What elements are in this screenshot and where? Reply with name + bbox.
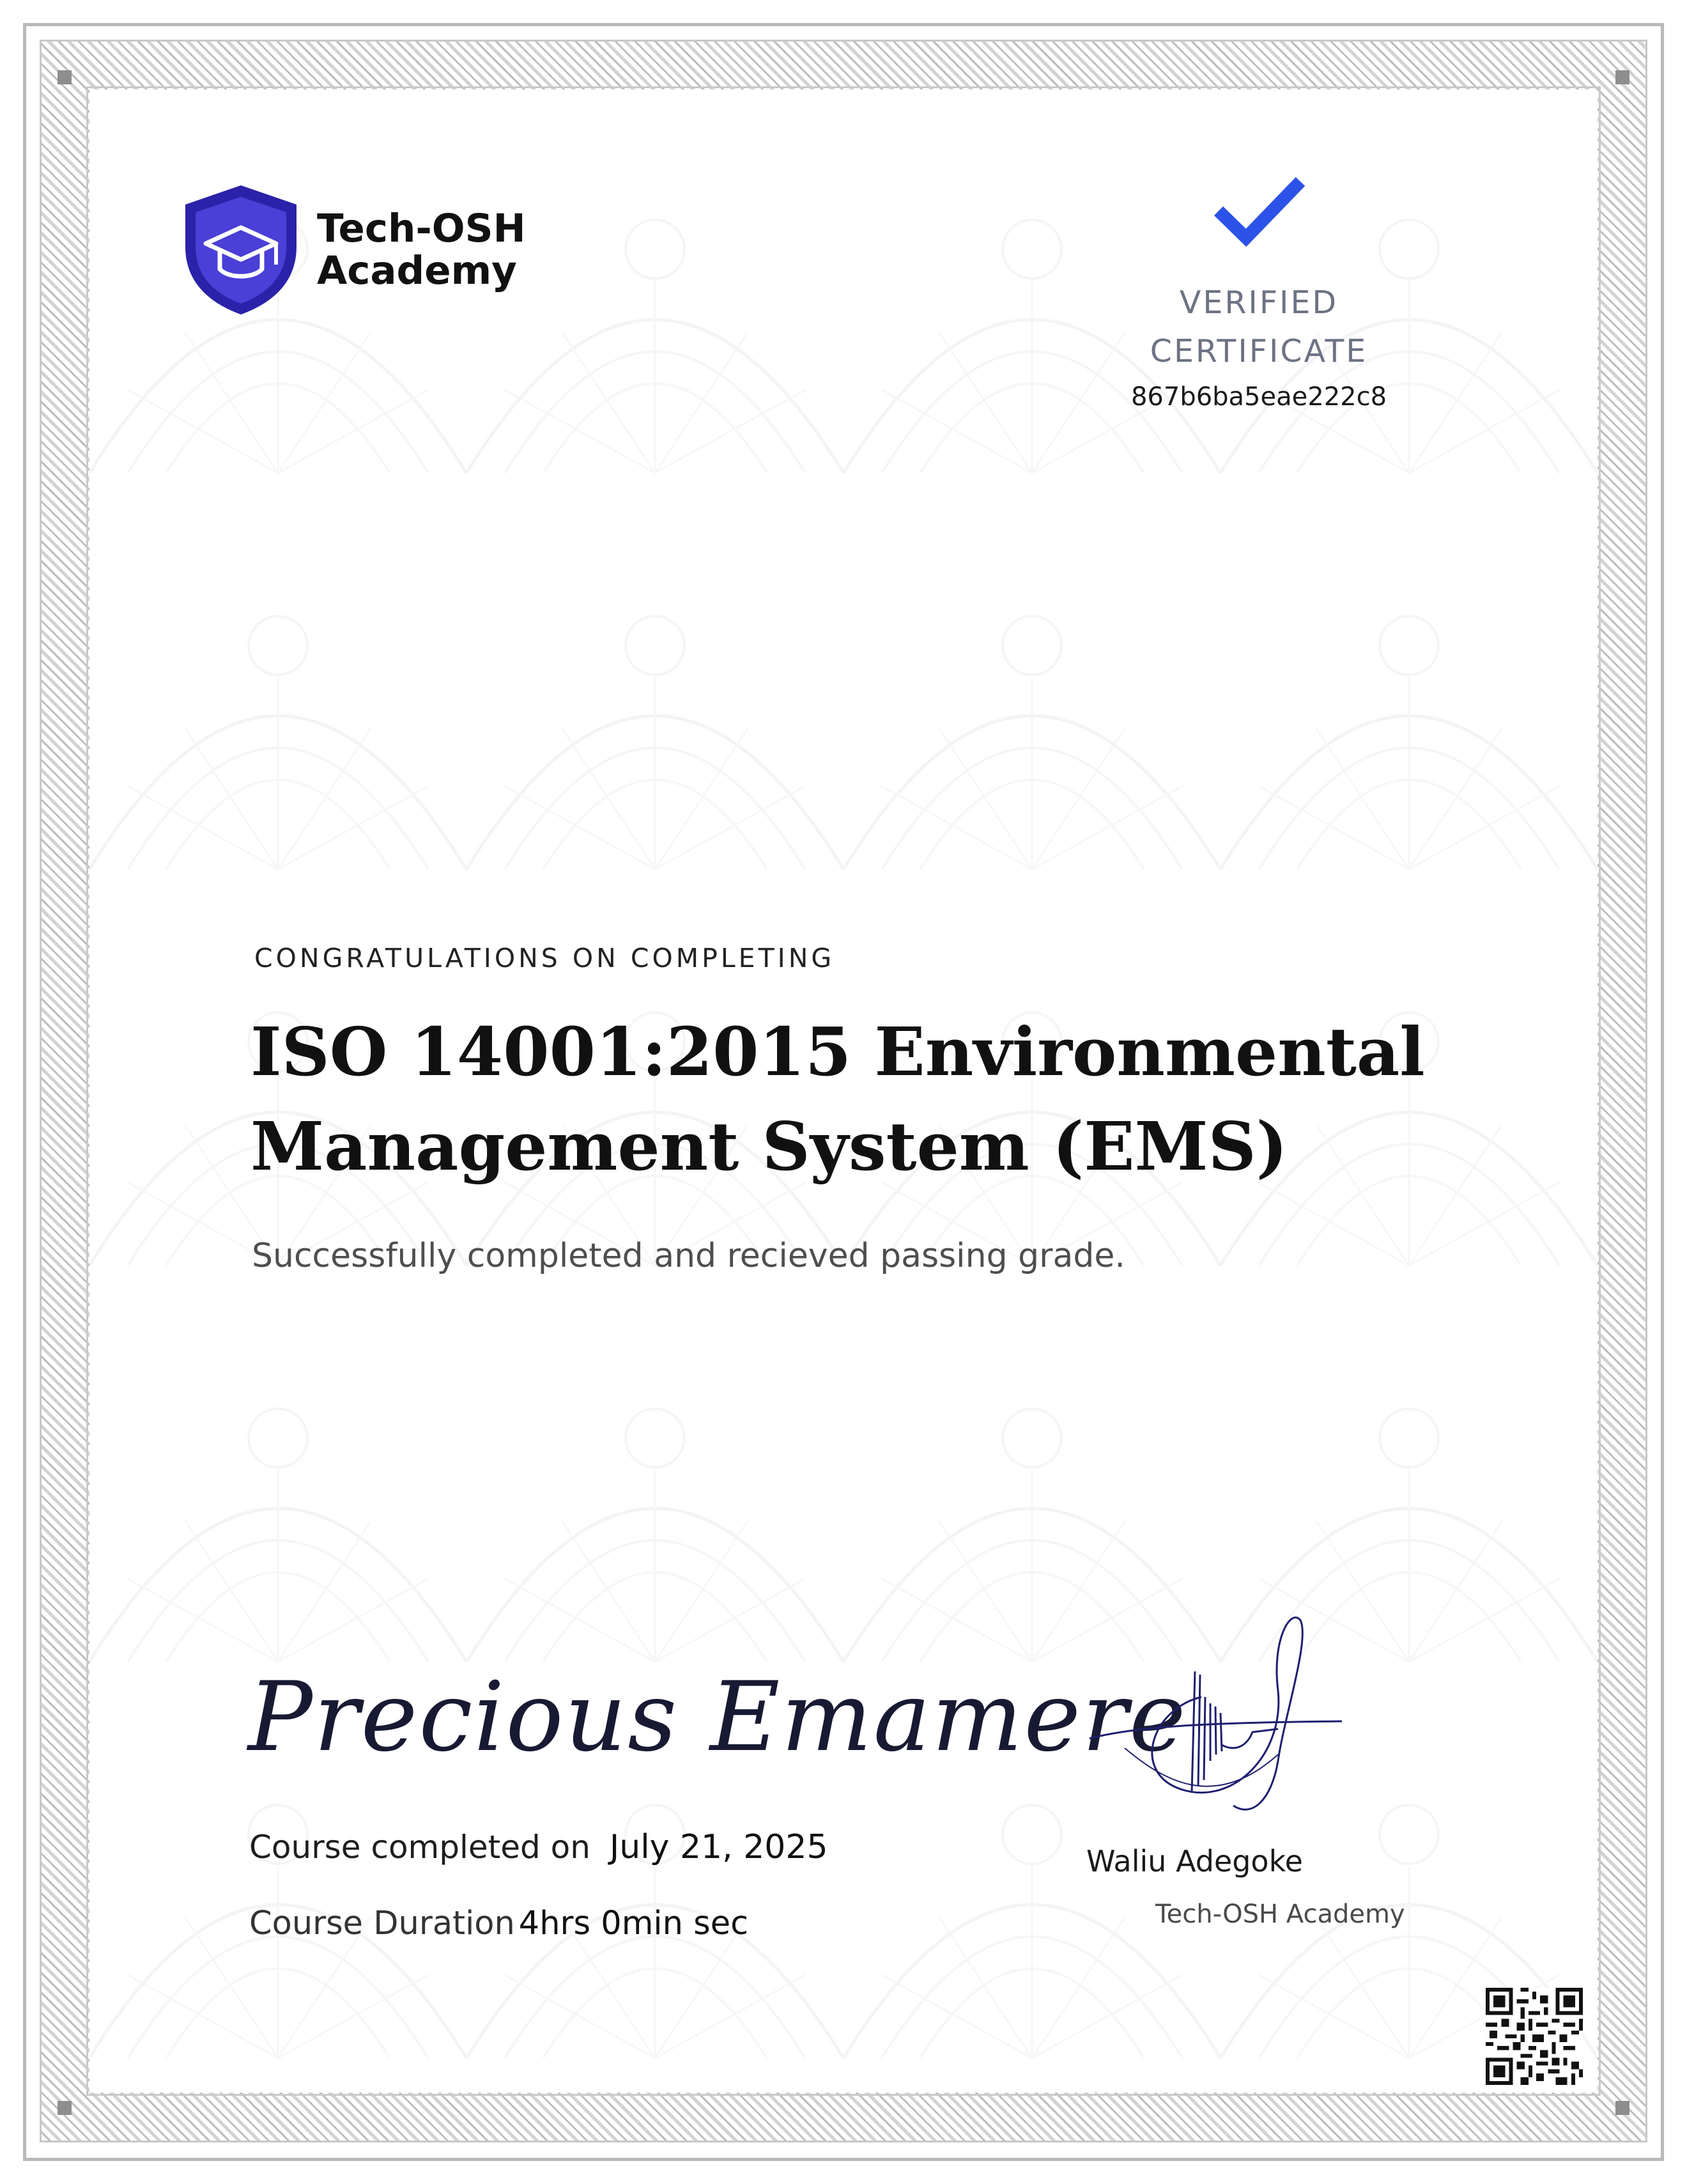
corner-ornament [58, 70, 72, 84]
checkmark-icon [1211, 173, 1307, 249]
recipient-name: Precious Emamere [248, 1662, 1187, 1773]
verified-label: VERIFIED [1179, 284, 1339, 321]
course-title-line2: Management System (EMS) [250, 1107, 1288, 1186]
academy-logo [180, 183, 526, 317]
course-duration-row [249, 1905, 748, 1942]
qr-code[interactable] [1486, 1988, 1583, 2085]
verification-block [1112, 173, 1406, 412]
duration-value: 4hrs 0min sec [518, 1905, 749, 1942]
corner-ornament [1615, 2101, 1629, 2115]
logo-name-line1: Tech-OSH [317, 206, 526, 251]
duration-label: Course Duration [249, 1905, 515, 1942]
certificate-label: CERTIFICATE [1150, 333, 1368, 369]
shield-graduation-cap-icon [180, 183, 302, 317]
completed-date: July 21, 2025 [609, 1828, 828, 1866]
course-title-line1: ISO 14001:2015 Environmental [250, 1012, 1425, 1091]
logo-name-line2: Academy [317, 248, 517, 293]
signatory-organization: Tech-OSH Academy [1155, 1900, 1405, 1929]
corner-ornament [1615, 70, 1629, 84]
certificate-id: 867b6ba5eae222c8 [1130, 382, 1387, 412]
completed-label: Course completed on [249, 1829, 590, 1866]
course-title [250, 1005, 1465, 1194]
handwritten-signature [1086, 1601, 1348, 1838]
signatory-name: Waliu Adegoke [1086, 1844, 1303, 1878]
congratulations-heading: CONGRATULATIONS ON COMPLETING [254, 943, 835, 973]
corner-ornament [58, 2101, 72, 2115]
completion-date-row [249, 1828, 828, 1866]
completion-statement: Successfully completed and recieved passing grade. [252, 1237, 1125, 1275]
